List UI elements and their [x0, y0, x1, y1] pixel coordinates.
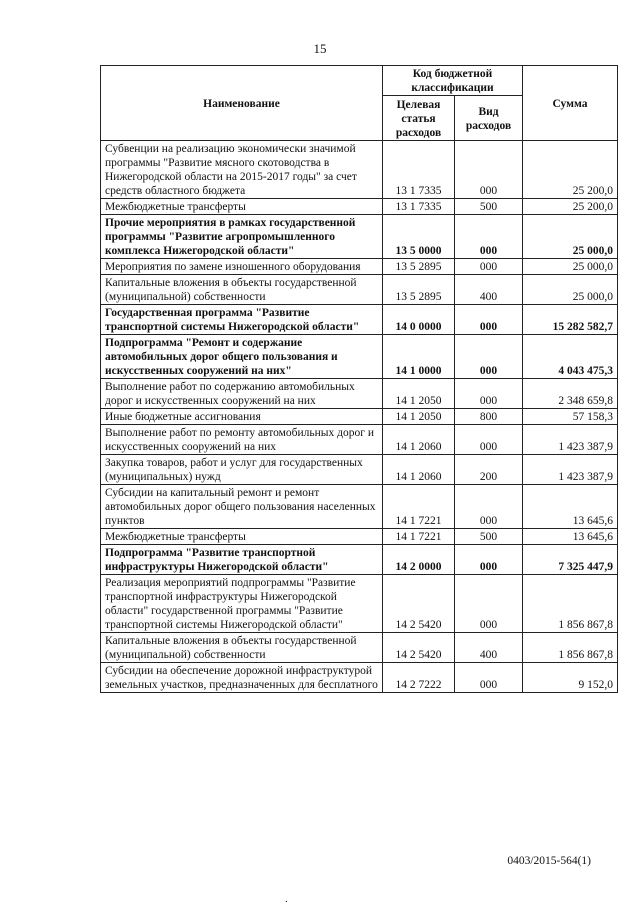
cell-sum: 1 856 867,8	[523, 633, 618, 663]
cell-target-article: 14 1 2060	[383, 425, 455, 455]
cell-target-article: 14 1 2060	[383, 455, 455, 485]
cell-expense-type: 000	[455, 215, 523, 259]
cell-name: Иные бюджетные ассигнования	[101, 409, 383, 425]
page-mark: .	[285, 893, 288, 905]
cell-target-article: 13 5 2895	[383, 259, 455, 275]
cell-name: Капитальные вложения в объекты государственной (муниципальной) собственности	[101, 275, 383, 305]
cell-target-article: 13 1 7335	[383, 141, 455, 199]
budget-table	[100, 65, 618, 693]
cell-sum: 25 000,0	[523, 259, 618, 275]
header-classification: Код бюджетной классификации	[383, 66, 523, 96]
cell-sum: 1 423 387,9	[523, 455, 618, 485]
table-row	[101, 275, 618, 305]
cell-expense-type: 500	[455, 529, 523, 545]
cell-name: Межбюджетные трансферты	[101, 199, 383, 215]
cell-name: Выполнение работ по ремонту автомобильных дорог и искусственных сооружений на них	[101, 425, 383, 455]
cell-expense-type: 000	[455, 259, 523, 275]
table-row	[101, 199, 618, 215]
cell-name: Реализация мероприятий подпрограммы "Развитие транспортной инфраструктуры Нижегородской области" государственной программы "Развитие транспортной системы Нижегородской области"	[101, 575, 383, 633]
cell-target-article: 13 1 7335	[383, 199, 455, 215]
cell-name: Подпрограмма "Развитие транспортной инфраструктуры Нижегородской области"	[101, 545, 383, 575]
cell-name: Выполнение работ по содержанию автомобильных дорог и искусственных сооружений на них	[101, 379, 383, 409]
cell-target-article: 13 5 2895	[383, 275, 455, 305]
table-row	[101, 335, 618, 379]
cell-expense-type: 400	[455, 275, 523, 305]
table-row	[101, 633, 618, 663]
cell-sum: 9 152,0	[523, 663, 618, 693]
cell-target-article: 14 1 2050	[383, 409, 455, 425]
cell-name: Государственная программа "Развитие транспортной системы Нижегородской области"	[101, 305, 383, 335]
cell-sum: 4 043 475,3	[523, 335, 618, 379]
cell-expense-type: 000	[455, 141, 523, 199]
cell-expense-type: 000	[455, 545, 523, 575]
cell-target-article: 14 1 2050	[383, 379, 455, 409]
table-row	[101, 545, 618, 575]
table-row	[101, 305, 618, 335]
cell-target-article: 14 2 7222	[383, 663, 455, 693]
document-code: 0403/2015-564(1)	[507, 855, 591, 867]
cell-target-article: 14 1 7221	[383, 529, 455, 545]
cell-sum: 25 000,0	[523, 275, 618, 305]
cell-expense-type: 400	[455, 633, 523, 663]
table-row	[101, 455, 618, 485]
cell-sum: 13 645,6	[523, 485, 618, 529]
cell-expense-type: 000	[455, 335, 523, 379]
cell-sum: 15 282 582,7	[523, 305, 618, 335]
cell-target-article: 14 2 5420	[383, 575, 455, 633]
cell-name: Субсидии на капитальный ремонт и ремонт автомобильных дорог общего пользования населенных пунктов	[101, 485, 383, 529]
header-name: Наименование	[101, 66, 383, 141]
cell-name: Закупка товаров, работ и услуг для государственных (муниципальных) нужд	[101, 455, 383, 485]
table-row	[101, 141, 618, 199]
cell-sum: 1 423 387,9	[523, 425, 618, 455]
cell-name: Межбюджетные трансферты	[101, 529, 383, 545]
cell-target-article: 14 1 7221	[383, 485, 455, 529]
cell-expense-type: 000	[455, 379, 523, 409]
header-sum: Сумма	[523, 66, 618, 141]
cell-sum: 57 158,3	[523, 409, 618, 425]
cell-expense-type: 000	[455, 485, 523, 529]
table-row	[101, 663, 618, 693]
cell-expense-type: 800	[455, 409, 523, 425]
table-header	[101, 66, 618, 141]
table-row	[101, 425, 618, 455]
cell-sum: 1 856 867,8	[523, 575, 618, 633]
cell-target-article: 14 0 0000	[383, 305, 455, 335]
table-row	[101, 215, 618, 259]
table-body	[101, 141, 618, 693]
cell-expense-type: 000	[455, 425, 523, 455]
header-expense-type: Вид расходов	[455, 96, 523, 141]
cell-target-article: 14 1 0000	[383, 335, 455, 379]
cell-sum: 13 645,6	[523, 529, 618, 545]
cell-sum: 25 200,0	[523, 141, 618, 199]
cell-target-article: 14 2 5420	[383, 633, 455, 663]
cell-sum: 2 348 659,8	[523, 379, 618, 409]
table-row	[101, 259, 618, 275]
table-row	[101, 409, 618, 425]
cell-sum: 7 325 447,9	[523, 545, 618, 575]
cell-expense-type: 000	[455, 663, 523, 693]
table-row	[101, 529, 618, 545]
cell-expense-type: 500	[455, 199, 523, 215]
header-target-article: Целевая статья расходов	[383, 96, 455, 141]
cell-target-article: 14 2 0000	[383, 545, 455, 575]
table-row	[101, 379, 618, 409]
page-number: 15	[313, 41, 327, 56]
cell-name: Подпрограмма "Ремонт и содержание автомобильных дорог общего пользования и искусственных сооружений на них"	[101, 335, 383, 379]
cell-expense-type: 200	[455, 455, 523, 485]
cell-name: Прочие мероприятия в рамках государственной программы "Развитие агропромышленного комплекса Нижегородской области"	[101, 215, 383, 259]
cell-sum: 25 000,0	[523, 215, 618, 259]
cell-expense-type: 000	[455, 575, 523, 633]
cell-target-article: 13 5 0000	[383, 215, 455, 259]
cell-name: Субвенции на реализацию экономически значимой программы "Развитие мясного скотоводства в Нижегородской области на 2015-2017 годы" за счет средств областного бюджета	[101, 141, 383, 199]
table-row	[101, 575, 618, 633]
cell-sum: 25 200,0	[523, 199, 618, 215]
cell-expense-type: 000	[455, 305, 523, 335]
cell-name: Мероприятия по замене изношенного оборудования	[101, 259, 383, 275]
table-row	[101, 485, 618, 529]
cell-name: Капитальные вложения в объекты государственной (муниципальной) собственности	[101, 633, 383, 663]
cell-name: Субсидии на обеспечение дорожной инфраструктурой земельных участков, предназначенных для бесплатного	[101, 663, 383, 693]
